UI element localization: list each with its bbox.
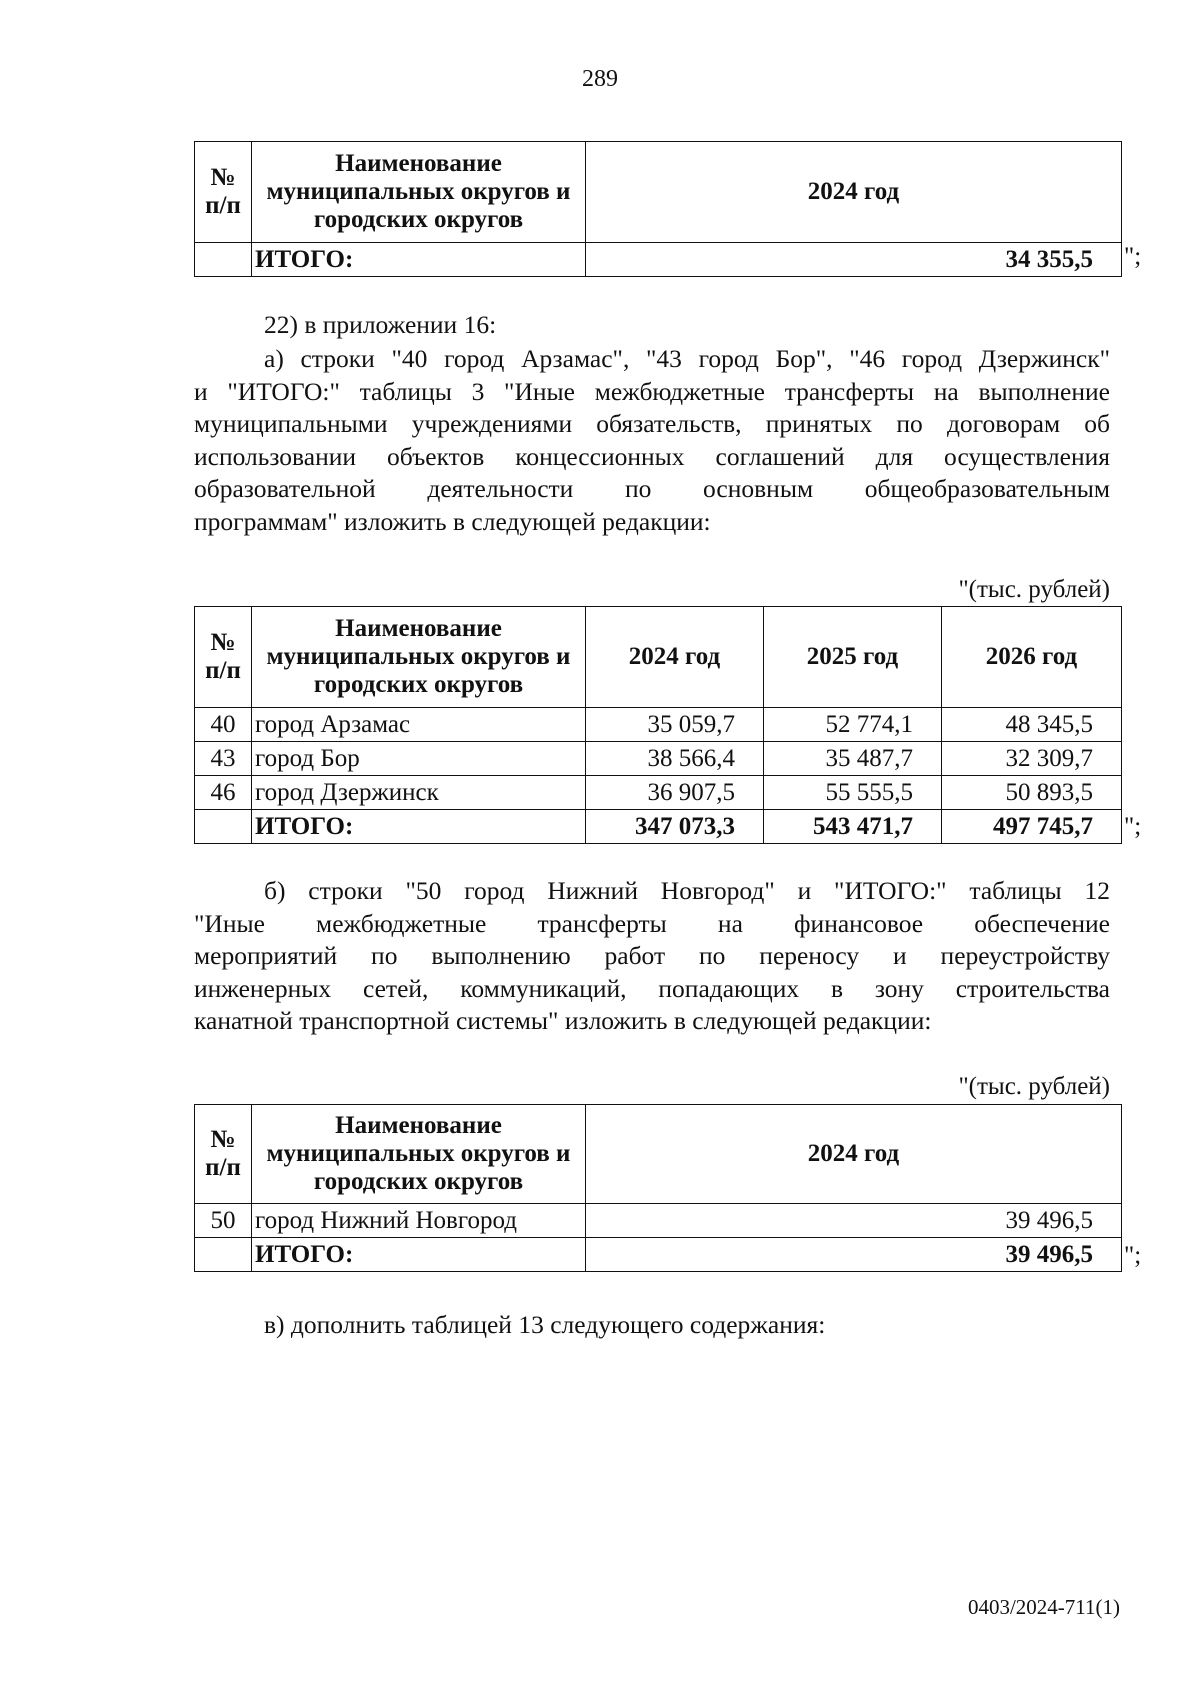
col-name-header: Наименование муниципальных округов и городских округов bbox=[252, 1105, 586, 1204]
closing-quote: "; bbox=[1124, 1242, 1142, 1269]
table-total-2024 bbox=[194, 141, 1122, 277]
total-2024: 34 355,5 bbox=[586, 243, 1122, 277]
total-2024: 39 496,5 bbox=[586, 1238, 1122, 1272]
row-2026: 48 345,5 bbox=[942, 708, 1122, 742]
total-label: ИТОГО: bbox=[252, 1238, 586, 1272]
paragraph-b-line: "Иные межбюджетные трансферты на финансовое обеспечение bbox=[194, 908, 1110, 938]
row-name: город Дзержинск bbox=[252, 776, 586, 810]
col-2024-header: 2024 год bbox=[586, 142, 1122, 243]
row-name: город Арзамас bbox=[252, 708, 586, 742]
unit-label: "(тыс. рублей) bbox=[958, 576, 1110, 603]
total-label: ИТОГО: bbox=[252, 243, 586, 277]
row-number: 43 bbox=[195, 742, 252, 776]
col-2024-header: 2024 год bbox=[586, 1105, 1122, 1204]
table-total-row bbox=[195, 810, 1122, 844]
table-row bbox=[195, 742, 1122, 776]
col-2024-header: 2024 год bbox=[586, 607, 764, 708]
total-2024: 347 073,3 bbox=[586, 810, 764, 844]
row-2026: 50 893,5 bbox=[942, 776, 1122, 810]
document-number: 0403/2024-711(1) bbox=[967, 1595, 1120, 1619]
table-3-rows bbox=[194, 606, 1122, 844]
paragraph-c: в) дополнить таблицей 13 следующего содержания: bbox=[264, 1310, 826, 1339]
paragraph-b-line: б) строки "50 город Нижний Новгород" и "ИТОГО:" таблицы 12 bbox=[264, 876, 1110, 905]
table-row bbox=[195, 776, 1122, 810]
row-2024: 38 566,4 bbox=[586, 742, 764, 776]
empty-cell bbox=[195, 1238, 252, 1272]
table-total-row bbox=[195, 1238, 1122, 1272]
row-number: 40 bbox=[195, 708, 252, 742]
table-row bbox=[195, 708, 1122, 742]
total-2026: 497 745,7 bbox=[942, 810, 1122, 844]
paragraph-b bbox=[194, 875, 1110, 1038]
paragraph-a-line: муниципальными учреждениями обязательств, принятых по договорам об bbox=[194, 409, 1110, 438]
row-2025: 52 774,1 bbox=[764, 708, 942, 742]
table-12-rows bbox=[194, 1104, 1122, 1272]
closing-quote: "; bbox=[1124, 243, 1142, 270]
paragraph-a bbox=[194, 343, 1110, 538]
page-number: 289 bbox=[582, 66, 618, 92]
table-total-row bbox=[195, 243, 1122, 277]
paragraph-a-line: программам" изложить в следующей редакции: bbox=[194, 506, 711, 536]
paragraph-b-line: мероприятий по выполнению работ по переносу и переустройству bbox=[194, 941, 1110, 970]
paragraph-b-line: канатной транспортной системы" изложить в следующей редакции: bbox=[194, 1006, 932, 1035]
closing-quote: "; bbox=[1124, 813, 1142, 840]
section-22-title: 22) в приложении 16: bbox=[264, 310, 497, 339]
empty-cell bbox=[195, 243, 252, 277]
col-number-header: № п/п bbox=[195, 142, 252, 243]
table-header-row bbox=[195, 607, 1122, 708]
col-name-header: Наименование муниципальных округов и городских округов bbox=[252, 607, 586, 708]
col-name-header: Наименование муниципальных округов и городских округов bbox=[252, 142, 586, 243]
row-2024: 35 059,7 bbox=[586, 708, 764, 742]
paragraph-a-line: использовании объектов концессионных соглашений для осуществления bbox=[194, 441, 1110, 471]
table-header-row bbox=[195, 142, 1122, 243]
total-2025: 543 471,7 bbox=[764, 810, 942, 844]
col-2026-header: 2026 год bbox=[942, 607, 1122, 708]
row-name: город Нижний Новгород bbox=[252, 1204, 586, 1238]
col-2025-header: 2025 год bbox=[764, 607, 942, 708]
paragraph-a-line: образовательной деятельности по основным общеобразовательным bbox=[194, 474, 1110, 503]
row-2025: 35 487,7 bbox=[764, 742, 942, 776]
paragraph-a-line: а) строки "40 город Арзамас", "43 город Бор", "46 город Дзержинск" bbox=[264, 344, 1110, 373]
table-row bbox=[195, 1204, 1122, 1238]
row-2025: 55 555,5 bbox=[764, 776, 942, 810]
paragraph-b-line: инженерных сетей, коммуникаций, попадающих в зону строительства bbox=[194, 973, 1110, 1003]
row-2024: 39 496,5 bbox=[586, 1204, 1122, 1238]
total-label: ИТОГО: bbox=[252, 810, 586, 844]
paragraph-a-line: и "ИТОГО:" таблицы 3 "Иные межбюджетные трансферты на выполнение bbox=[194, 376, 1110, 406]
row-number: 50 bbox=[195, 1204, 252, 1238]
empty-cell bbox=[195, 810, 252, 844]
row-number: 46 bbox=[195, 776, 252, 810]
row-name: город Бор bbox=[252, 742, 586, 776]
unit-label: "(тыс. рублей) bbox=[958, 1073, 1110, 1100]
row-2024: 36 907,5 bbox=[586, 776, 764, 810]
table-header-row bbox=[195, 1105, 1122, 1204]
col-number-header: № п/п bbox=[195, 1105, 252, 1204]
col-number-header: № п/п bbox=[195, 607, 252, 708]
row-2026: 32 309,7 bbox=[942, 742, 1122, 776]
